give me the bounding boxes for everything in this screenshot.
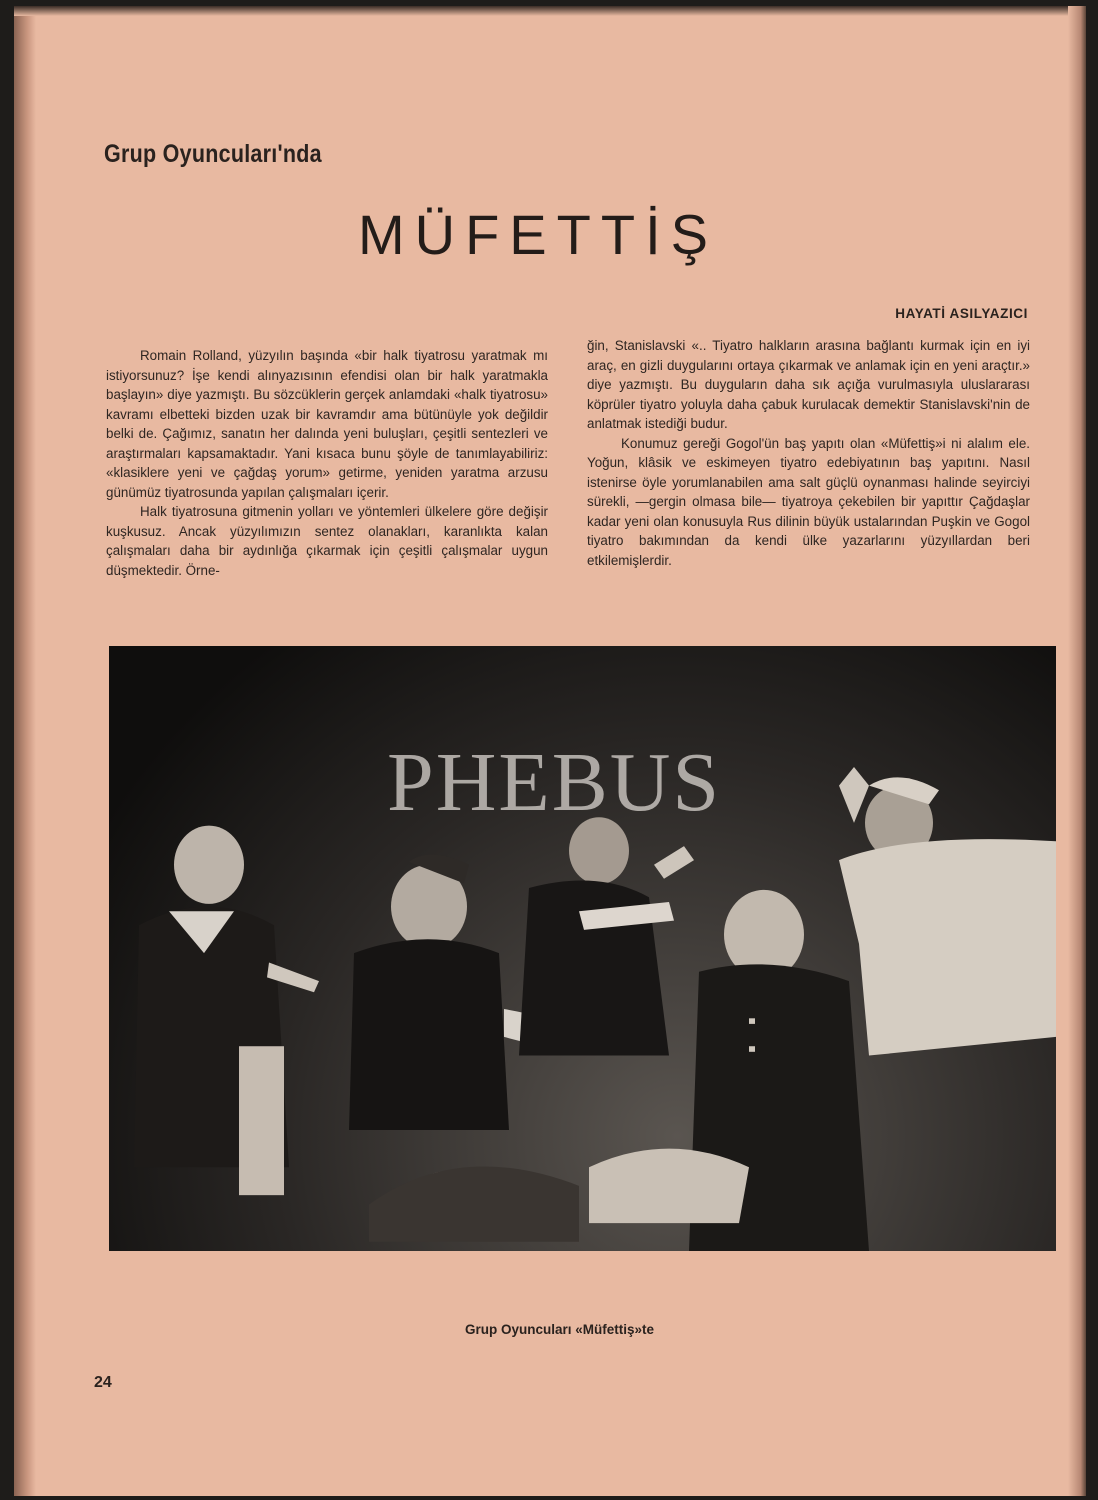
photo-caption: Grup Oyuncuları «Müfettiş»te (465, 1322, 655, 1337)
page-top-edge (14, 6, 1086, 16)
stage-photo (109, 646, 1056, 1251)
paragraph: Romain Rolland, yüzyılın başında «bir halk tiyatrosu yaratmak mı istiyorsunuz? İşe kendi alınyazısının efendisi olan bir halk yaratmakla başlayın» diye yazmıştı. Bu sözcüklerin gerçek anlamdaki «halk tiyatrosu» kavramı elbetteki bizden uzak bir kavramdır ama bütünüyle yok değildir belki de. Çağımız, sanatın her dalında yeni buluşları, çeşitli sentezleri ve araştırmaları kapsamaktadır. Yani kısaca bunu şöyle de tanımlayabiliriz: «klasiklere yeni ve çağdaş yorum» getirme, yeniden yaratma arzusu günümüz tiyatrosunda yapılan çalışmaları içerir. (106, 348, 548, 500)
article-title: MÜFETTİŞ (358, 203, 718, 266)
paragraph: ğin, Stanislavski «.. Tiyatro halkların arasına bağlantı kurmak için en iyi araç, en gizli duygularını ortaya çıkarmak ve anlamak için en yeni araçtır.» diye yazmıştı. Bu duyguların daha sık açığa vurulmasıyla uluslararası köprüler tiyatro yoluyla daha çabuk kurulacak demektir Stanislavski'nin de anlatmak istediği budur. (587, 338, 1030, 431)
paragraph: Halk tiyatrosuna gitmenin yolları ve yöntemleri ülkelere göre değişir kuşkusuz. Ancak yüzyılımızın sentez olanakları, karanlıkta kalan çalışmaları daha bir aydınlığa çıkarmak için çeşitli çalışmalar uygun düşmektedir. Örne- (106, 504, 548, 578)
text-column-right (587, 336, 1030, 570)
page-binding (14, 6, 36, 1496)
page-right-edge (1068, 6, 1086, 1496)
magazine-page (14, 6, 1086, 1496)
text-column-left (106, 346, 548, 580)
watermark-text: PHEBUS (387, 736, 722, 829)
article-author: HAYATİ ASILYAZICI (895, 306, 1028, 321)
paragraph: Konumuz gereği Gogol'ün baş yapıtı olan «Müfettiş»i ni alalım ele. Yoğun, klâsik ve eskimeyen tiyatro edebiyatının baş yapıtını. Nasıl istenirse öyle yorumlanabilen ama salt güçlü oynanması halinde seyirciyi sürekli, —gergin olmasa bile— tiyatroya çekebilen bir yapıttır Çağdaşlar kadar yeni olan konusuyla Rus dilinin büyük ustalarından Puşkin ve Gogol tiyatro bakımından da kendi ülke yazarlarını yüzyıllardan beri etkilemişlerdir. (587, 435, 1030, 568)
page-number: 24 (94, 1374, 112, 1391)
article-kicker: Grup Oyuncuları'nda (104, 140, 322, 168)
